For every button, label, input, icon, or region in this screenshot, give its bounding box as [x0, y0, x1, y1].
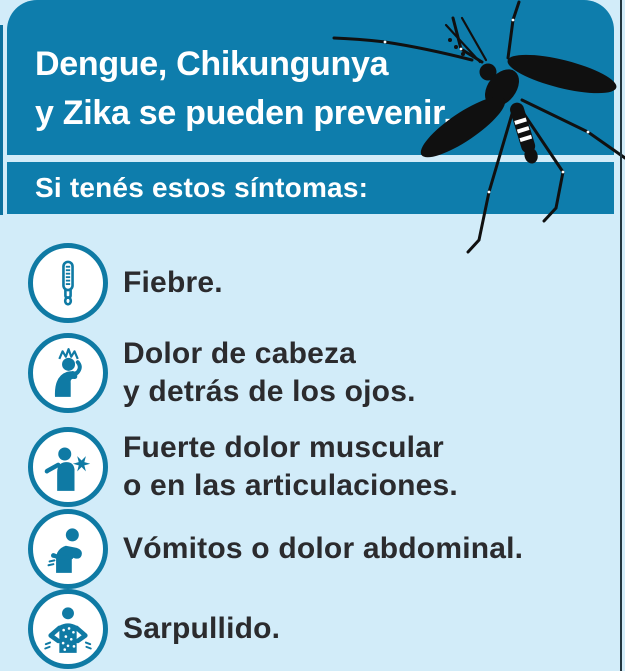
subtitle: Si tenés estos síntomas:	[35, 172, 369, 203]
symptom-row-vomitos	[28, 509, 523, 589]
symptom-row-dolor-muscular	[28, 427, 458, 507]
symptom-text	[123, 335, 416, 411]
right-edge-line	[620, 0, 622, 671]
symptom-text	[123, 429, 458, 505]
symptom-text	[123, 264, 223, 302]
symptom-text-line: Fiebre.	[123, 266, 223, 299]
thermometer-icon	[28, 243, 108, 323]
rash-icon	[28, 589, 108, 669]
headache-icon	[28, 333, 108, 413]
symptom-row-sarpullido	[28, 589, 280, 669]
title-line-1: Dengue, Chikungunya	[35, 45, 389, 83]
symptom-row-fiebre	[28, 243, 223, 323]
symptom-row-dolor-cabeza	[28, 333, 416, 413]
muscle-pain-icon	[28, 427, 108, 507]
symptom-text	[123, 610, 280, 648]
symptom-text-line: Fuerte dolor muscular	[123, 431, 444, 464]
abdominal-pain-icon	[28, 509, 108, 589]
symptom-text	[123, 530, 523, 568]
symptom-text-line: y detrás de los ojos.	[123, 375, 416, 408]
symptom-text-line: o en las articulaciones.	[123, 469, 458, 502]
symptom-text-line: Dolor de cabeza	[123, 337, 357, 370]
symptom-text-line: Vómitos o dolor abdominal.	[123, 532, 524, 565]
symptom-text-line: Sarpullido.	[123, 612, 281, 645]
subtitle-wrap	[35, 162, 368, 214]
title-line-2: y Zika se pueden prevenir.	[35, 94, 453, 132]
left-edge-line	[0, 25, 3, 215]
mosquito-icon	[330, 0, 625, 310]
